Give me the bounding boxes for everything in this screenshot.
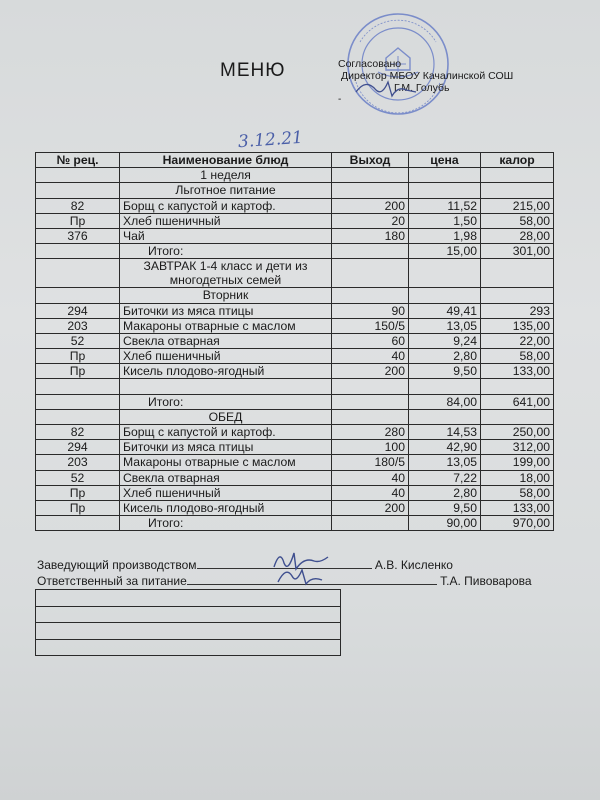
total-price: 84,00 bbox=[409, 394, 481, 409]
dish-output: 40 bbox=[332, 349, 409, 364]
table-row bbox=[36, 259, 554, 288]
col-calories: калор bbox=[481, 153, 554, 168]
approval-label: Согласовано bbox=[338, 58, 402, 70]
total-calories: 301,00 bbox=[481, 244, 554, 259]
dish-output: 200 bbox=[332, 198, 409, 213]
dish-name: Кисель плодово-ягодный bbox=[120, 364, 332, 379]
dish-price: 2,80 bbox=[409, 349, 481, 364]
blank-grid bbox=[35, 589, 341, 656]
day-label: Вторник bbox=[120, 288, 332, 303]
responsible-name: Т.А. Пивоварова bbox=[440, 574, 532, 588]
menu-table bbox=[35, 152, 554, 531]
dish-name: Хлеб пшеничный bbox=[120, 213, 332, 228]
dish-calories: 22,00 bbox=[481, 333, 554, 348]
dish-calories: 18,00 bbox=[481, 470, 554, 485]
dish-calories: 312,00 bbox=[481, 440, 554, 455]
manager-role: Заведующий производством bbox=[37, 558, 197, 572]
dish-calories: 135,00 bbox=[481, 318, 554, 333]
table-row bbox=[36, 470, 554, 485]
dish-name: Свекла отварная bbox=[120, 470, 332, 485]
dish-output: 280 bbox=[332, 425, 409, 440]
section-breakfast: ЗАВТРАК 1-4 класс и дети из многодетных семей bbox=[120, 259, 332, 288]
dish-output: 20 bbox=[332, 213, 409, 228]
dish-calories: 58,00 bbox=[481, 213, 554, 228]
dish-price: 42,90 bbox=[409, 440, 481, 455]
dish-price: 49,41 bbox=[409, 303, 481, 318]
dish-name: Макароны отварные с маслом bbox=[120, 455, 332, 470]
table-row bbox=[36, 425, 554, 440]
table-row bbox=[36, 303, 554, 318]
table-row bbox=[36, 168, 554, 183]
recipe-code: 82 bbox=[36, 425, 120, 440]
recipe-code: 203 bbox=[36, 455, 120, 470]
page-title: МЕНЮ bbox=[220, 60, 286, 81]
total-row bbox=[36, 516, 554, 531]
dish-price: 9,50 bbox=[409, 500, 481, 515]
responsible-signature bbox=[270, 562, 330, 592]
col-recipe: № рец. bbox=[36, 153, 120, 168]
recipe-code: Пр bbox=[36, 485, 120, 500]
total-label: Итого: bbox=[120, 244, 332, 259]
approval-director: Директор МБОУ Качалинской СОШ bbox=[341, 70, 514, 82]
table-row bbox=[36, 500, 554, 515]
dish-calories: 133,00 bbox=[481, 500, 554, 515]
dish-price: 1,98 bbox=[409, 228, 481, 243]
dish-calories: 58,00 bbox=[481, 485, 554, 500]
total-row bbox=[36, 394, 554, 409]
table-row bbox=[36, 318, 554, 333]
responsible-role: Ответственный за питание bbox=[37, 574, 187, 588]
blank-row bbox=[36, 639, 341, 656]
dish-name: Чай bbox=[120, 228, 332, 243]
blank-row bbox=[36, 623, 341, 640]
dish-price: 11,52 bbox=[409, 198, 481, 213]
dish-output: 100 bbox=[332, 440, 409, 455]
total-label: Итого: bbox=[120, 394, 332, 409]
recipe-code: 294 bbox=[36, 440, 120, 455]
table-row bbox=[36, 228, 554, 243]
recipe-code: Пр bbox=[36, 364, 120, 379]
dish-output: 200 bbox=[332, 364, 409, 379]
dish-calories: 215,00 bbox=[481, 198, 554, 213]
table-header-row bbox=[36, 153, 554, 168]
blank-row bbox=[36, 606, 341, 623]
dish-output: 40 bbox=[332, 470, 409, 485]
table-row bbox=[36, 349, 554, 364]
section-benefit: Льготное питание bbox=[120, 183, 332, 198]
dish-price: 1,50 bbox=[409, 213, 481, 228]
recipe-code: 82 bbox=[36, 198, 120, 213]
dish-calories: 199,00 bbox=[481, 455, 554, 470]
section-lunch: ОБЕД bbox=[120, 409, 332, 424]
table-row bbox=[36, 379, 554, 394]
recipe-code: 203 bbox=[36, 318, 120, 333]
approval-dash: - bbox=[338, 94, 342, 105]
dish-output: 180 bbox=[332, 228, 409, 243]
recipe-code: 52 bbox=[36, 333, 120, 348]
dish-price: 9,50 bbox=[409, 364, 481, 379]
dish-price: 9,24 bbox=[409, 333, 481, 348]
dish-calories: 250,00 bbox=[481, 425, 554, 440]
dish-output: 180/5 bbox=[332, 455, 409, 470]
dish-name: Кисель плодово-ягодный bbox=[120, 500, 332, 515]
dish-price: 13,05 bbox=[409, 455, 481, 470]
dish-calories: 58,00 bbox=[481, 349, 554, 364]
dish-name: Свекла отварная bbox=[120, 333, 332, 348]
table-row bbox=[36, 455, 554, 470]
dish-name: Макароны отварные с маслом bbox=[120, 318, 332, 333]
recipe-code: Пр bbox=[36, 500, 120, 515]
dish-output: 150/5 bbox=[332, 318, 409, 333]
dish-price: 2,80 bbox=[409, 485, 481, 500]
col-output: Выход bbox=[332, 153, 409, 168]
dish-name: Борщ с капустой и картоф. bbox=[120, 198, 332, 213]
dish-output: 60 bbox=[332, 333, 409, 348]
blank-row bbox=[36, 590, 341, 607]
table-row bbox=[36, 213, 554, 228]
dish-calories: 293 bbox=[481, 303, 554, 318]
total-price: 90,00 bbox=[409, 516, 481, 531]
recipe-code: 294 bbox=[36, 303, 120, 318]
manager-name: А.В. Кисленко bbox=[374, 558, 453, 572]
table-row bbox=[36, 440, 554, 455]
recipe-code: 376 bbox=[36, 228, 120, 243]
recipe-code: 52 bbox=[36, 470, 120, 485]
dish-price: 14,53 bbox=[409, 425, 481, 440]
total-calories: 641,00 bbox=[481, 394, 554, 409]
approval-name: Г.М. Голубь bbox=[394, 82, 450, 94]
dish-calories: 28,00 bbox=[481, 228, 554, 243]
dish-price: 13,05 bbox=[409, 318, 481, 333]
recipe-code: Пр bbox=[36, 213, 120, 228]
dish-calories: 133,00 bbox=[481, 364, 554, 379]
manager-signature-line bbox=[37, 558, 453, 572]
recipe-code: Пр bbox=[36, 349, 120, 364]
dish-name: Хлеб пшеничный bbox=[120, 349, 332, 364]
table-row bbox=[36, 288, 554, 303]
week-label: 1 неделя bbox=[120, 168, 332, 183]
table-row bbox=[36, 364, 554, 379]
total-label: Итого: bbox=[120, 516, 332, 531]
dish-output: 90 bbox=[332, 303, 409, 318]
total-calories: 970,00 bbox=[481, 516, 554, 531]
total-price: 15,00 bbox=[409, 244, 481, 259]
table-row bbox=[36, 183, 554, 198]
col-price: цена bbox=[409, 153, 481, 168]
table-row bbox=[36, 333, 554, 348]
table-row bbox=[36, 485, 554, 500]
total-row bbox=[36, 244, 554, 259]
dish-name: Хлеб пшеничный bbox=[120, 485, 332, 500]
dish-name: Борщ с капустой и картоф. bbox=[120, 425, 332, 440]
dish-price: 7,22 bbox=[409, 470, 481, 485]
dish-name: Биточки из мяса птицы bbox=[120, 440, 332, 455]
table-row bbox=[36, 409, 554, 424]
table-row bbox=[36, 198, 554, 213]
col-dish: Наименование блюд bbox=[120, 153, 332, 168]
dish-output: 40 bbox=[332, 485, 409, 500]
director-signature bbox=[352, 74, 432, 100]
menu-date: 3.12.21 bbox=[237, 127, 304, 153]
dish-output: 200 bbox=[332, 500, 409, 515]
dish-name: Биточки из мяса птицы bbox=[120, 303, 332, 318]
